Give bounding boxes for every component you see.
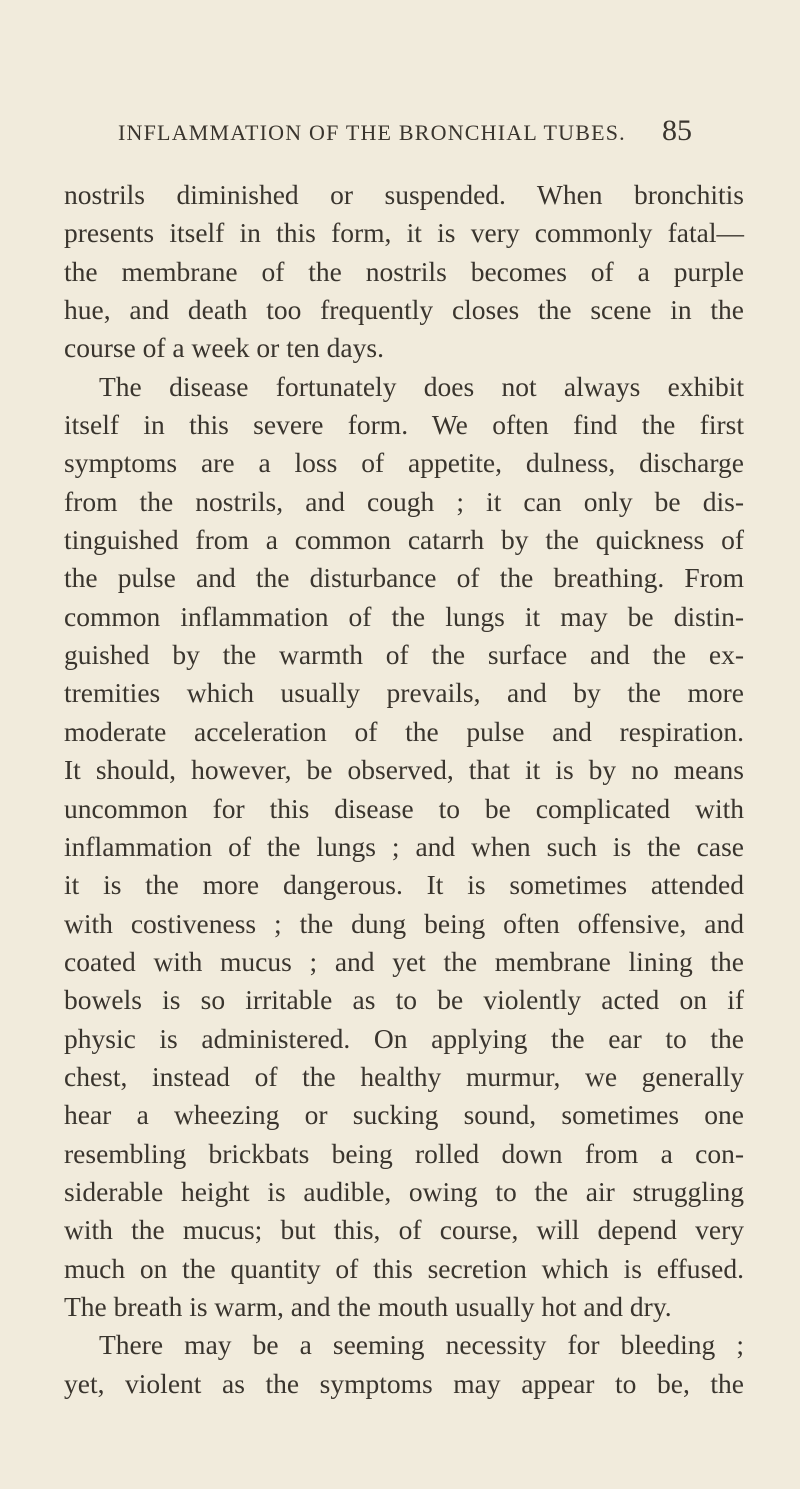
text-line: the membrane of the nostrils becomes of a purple (64, 255, 744, 287)
text-line: nostrils diminished or suspended. When bronchitis (64, 179, 744, 210)
text-line: resembling brickbats being rolled down from a con- (64, 1137, 744, 1169)
text-line: moderate acceleration of the pulse and respiration. (64, 715, 744, 747)
running-title: INFLAMMATION OF THE BRONCHIAL TUBES. (118, 120, 626, 145)
text-line: yet, violent as the symptoms may appear to be, the (64, 1367, 744, 1399)
text-line: There may be a seeming necessity for bleeding ; (99, 1329, 744, 1361)
text-line: from the nostrils, and cough ; it can only be dis- (64, 485, 744, 517)
text-line: presents itself in this form, it is very commonly fatal— (64, 217, 744, 249)
text-line: itself in this severe form. We often find the first (64, 409, 744, 441)
text-line: The disease fortunately does not always exhibit (99, 370, 744, 402)
text-line: uncommon for this disease to be complicated with (64, 792, 744, 824)
text-line: coated with mucus ; and yet the membrane lining the (64, 945, 744, 977)
text-line: tremities which usually prevails, and by the more (64, 677, 744, 709)
text-line: with the mucus; but this, of course, will depend very (64, 1214, 744, 1246)
text-line: hear a wheezing or sucking sound, sometimes one (64, 1099, 744, 1131)
text-line: The breath is warm, and the mouth usually hot and dry. (64, 1290, 672, 1322)
text-line: it is the more dangerous. It is sometimes attended (64, 869, 744, 901)
text-line: siderable height is audible, owing to the air struggling (64, 1175, 744, 1207)
text-line: course of a week or ten days. (64, 332, 384, 364)
text-line: physic is administered. On applying the ear to the (64, 1022, 744, 1054)
text-line: the pulse and the disturbance of the breathing. From (64, 562, 744, 594)
body-text (64, 176, 744, 1403)
text-line: It should, however, be observed, that it is by no means (64, 754, 744, 786)
text-line: guished by the warmth of the surface and the ex- (64, 639, 744, 671)
page-number: 85 (662, 114, 692, 147)
text-line: chest, instead of the healthy murmur, we generally (64, 1060, 744, 1092)
text-line: hue, and death too frequently closes the scene in the (64, 294, 744, 326)
text-line: with costiveness ; the dung being often offensive, and (64, 907, 744, 939)
text-line: inflammation of the lungs ; and when such is the case (64, 830, 744, 862)
text-line: symptoms are a loss of appetite, dulness, discharge (64, 447, 744, 479)
text-line: much on the quantity of this secretion which is effused. (64, 1252, 744, 1284)
page-header (118, 114, 692, 156)
text-line: bowels is so irritable as to be violently acted on if (64, 984, 744, 1016)
text-line: common inflammation of the lungs it may be distin- (64, 600, 744, 632)
text-line: tinguished from a common catarrh by the quickness of (64, 524, 744, 556)
